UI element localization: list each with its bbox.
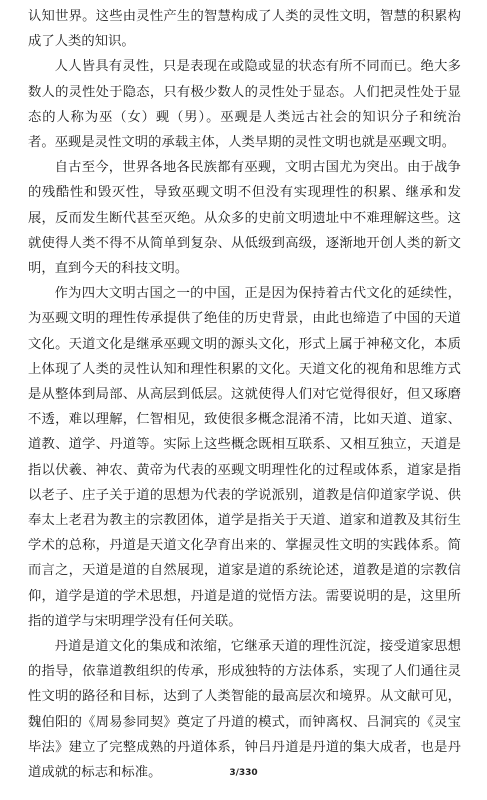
paragraph-spirituality: 人人皆具有灵性，只是表现在或隐或显的状态有所不同而已。绝大多数人的灵性处于隐态，只有极少数人的灵性处于显态。人们把灵性处于显态的人称为巫（女）觋（男）。巫觋是人类远古社会的知识分子和统治者。巫觋是灵性文明的承载主体，人类早期的灵性文明也就是巫觋文明。 bbox=[28, 59, 461, 151]
page-number: 3/330 bbox=[229, 768, 258, 778]
paragraph-ancient-civilizations: 自古至今，世界各地各民族都有巫觋，文明古国尤为突出。由于战争的残酷性和毁灭性，导致巫觋文明不但没有实现理性的积累、继承和发展，反而发生断代甚至灭绝。从众多的史前文明遗址中不难理解这些。这就使得人类不得不从简单到复杂、从低级到高级，逐渐地开创人类的新文明，直到今天的科技文明。 bbox=[28, 160, 461, 277]
paragraph-tiandao-culture: 作为四大文明古国之一的中国，正是因为保持着古代文化的延续性，为巫觋文明的理性传承提供了绝佳的历史背景，由此也缔造了中国的天道文化。天道文化是继承巫觋文明的源头文化，形式上属于神秘文化，本质上体现了人类的灵性认知和理性积累的文化。天道文化的视角和思维方式是从整体到局部、从高层到低层。这就使得人们对它觉得很好，但又琢磨不透，难以理解，仁智相见，致使很多概念混淆不清，比如天道、道家、道教、道学、丹道等。实际上这些概念既相互联系、又相互独立，天道是指以伏羲、神农、黄帝为代表的巫觋文明理性化的过程或体系，道家是指以老子、庄子关于道的思想为代表的学说派别，道教是信仰道家学说、供奉太上老君为教主的宗教团体，道学是指关于天道、道家和道教及其衍生学术的总称，丹道是天道文化孕育出来的、掌握灵性文明的实践体系。简而言之，天道是道的自然展现，道家是道的系统论述，道教是道的宗教信仰，道学是道的学术思想，丹道是道的觉悟方法。需要说明的是，这里所指的道学与宋明理学没有任何关联。 bbox=[28, 286, 461, 629]
paragraph-continuation: 认知世界。这些由灵性产生的智慧构成了人类的灵性文明，智慧的积累构成了人类的知识。 bbox=[28, 9, 461, 50]
paragraph-dandao: 丹道是道文化的集成和浓缩，它继承天道的理性沉淀，接受道家思想的指导，依靠道教组织的传承，形成独特的方法体系，实现了人们通往灵性文明的路径和目标，达到了人类智能的最高层次和境界。从文献可见，魏伯阳的《周易参同契》奠定了丹道的模式，而钟离权、吕洞宾的《灵宝毕法》建立了完整成熟的丹道体系，钟吕丹道是丹道的集大成者，也是丹道成就的标志和标准。 bbox=[28, 639, 461, 781]
